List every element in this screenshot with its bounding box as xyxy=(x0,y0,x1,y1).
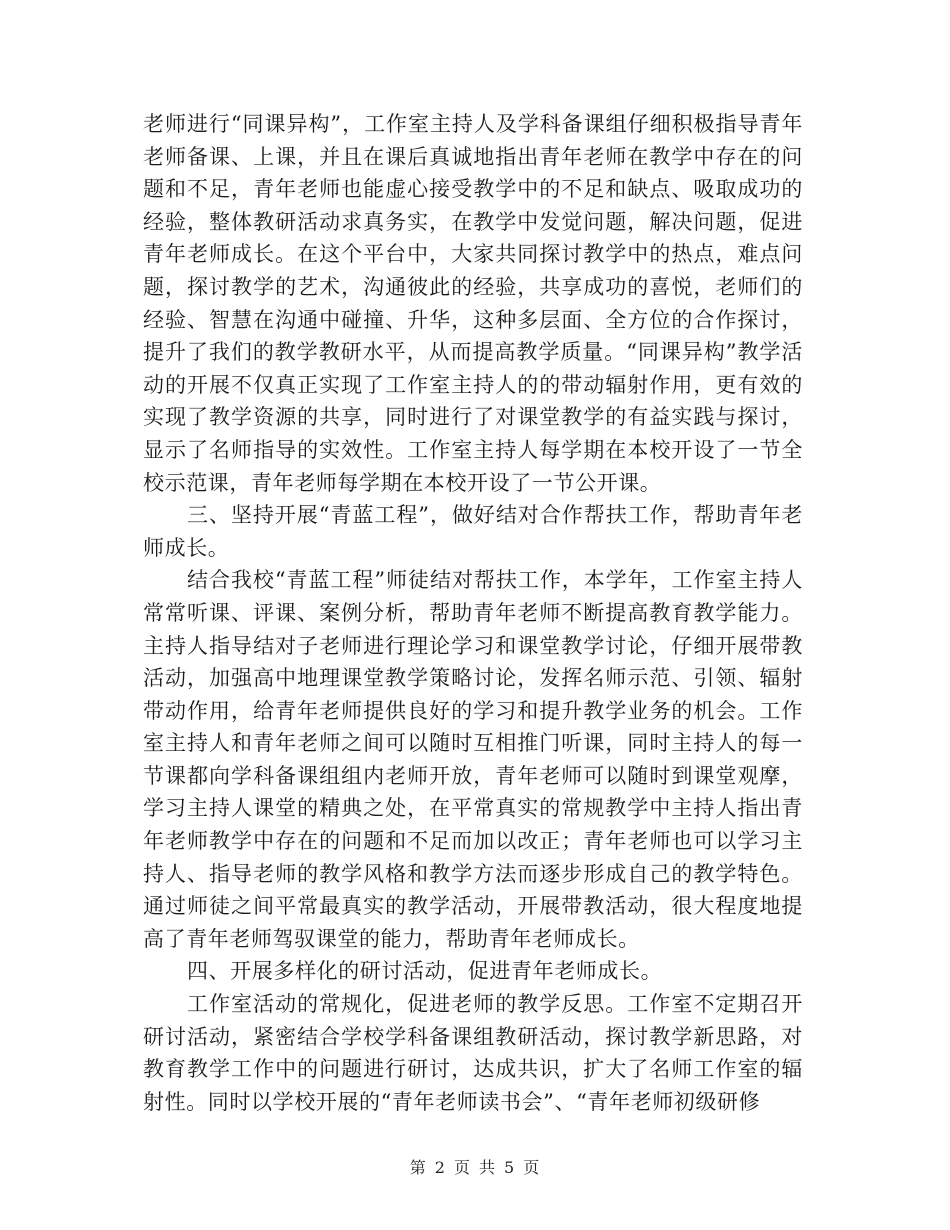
total-pages-number: 5 xyxy=(504,1158,516,1177)
paragraph-continuation: 老师进行“同课异构”，工作室主持人及学科备课组仔细积极指导青年老师备课、上课，并且在课后真诚地指出青年老师在教学中存在的问题和不足，青年老师也能虚心接受教学中的不足和缺点、吸取成功的经验，整体教研活动求真务实，在教学中发觉问题，解决问题，促进青年老师成长。在这个平台中，大家共同探讨教学中的热点，难点问题，探讨教学的艺术，沟通彼此的经验，共享成功的喜悦，老师们的经验、智慧在沟通中碰撞、升华，这种多层面、全方位的合作探讨，提升了我们的教学教研水平，从而提高教学质量。“同课异构”教学活动的开展不仅真正实现了工作室主持人的的带动辐射作用，更有效的实现了教学资源的共享，同时进行了对课堂教学的有益实践与探讨，显示了名师指导的实效性。工作室主持人每学期在本校开设了一节全校示范课，青年老师每学期在本校开设了一节公开课。 xyxy=(143,112,803,495)
footer-page-label: 页 xyxy=(453,1158,471,1177)
document-body xyxy=(143,108,803,1118)
section-heading-3: 三、坚持开展“青蓝工程”，做好结对合作帮扶工作，帮助青年老师成长。 xyxy=(143,503,803,560)
footer-total-label: 共 xyxy=(479,1158,497,1177)
current-page-number: 2 xyxy=(434,1158,446,1177)
paragraph-mentoring: 结合我校“青蓝工程”师徒结对帮扶工作，本学年，工作室主持人常常听课、评课、案例分析，帮助青年老师不断提高教育教学能力。主持人指导结对子老师进行理论学习和课堂教学讨论，仔细开展带教活动，加强高中地理课堂教学策略讨论，发挥名师示范、引领、辐射带动作用，给青年老师提供良好的学习和提升教学业务的机会。工作室主持人和青年老师之间可以随时互相推门听课，同时主持人的每一节课都向学科备课组组内老师开放，青年老师可以随时到课堂观摩，学习主持人课堂的精典之处，在平常真实的常规教学中主持人指出青年老师教学中存在的问题和不足而加以改正；青年老师也可以学习主持人、指导老师的教学风格和教学方法而逐步形成自己的教学特色。通过师徒之间平常最真实的教学活动，开展带教活动，很大程度地提高了青年老师驾驭课堂的能力，帮助青年老师成长。 xyxy=(143,568,803,951)
section-heading-4: 四、开展多样化的研讨活动，促进青年老师成长。 xyxy=(187,959,663,984)
page-footer xyxy=(0,1155,950,1178)
paragraph-seminars: 工作室活动的常规化，促进老师的教学反思。工作室不定期召开研讨活动，紧密结合学校学科备课组教研活动，探讨教学新思路，对教育教学工作中的问题进行研讨，达成共识，扩大了名师工作室的辐射性。同时以学校开展的“青年老师读书会”、“青年老师初级研修 xyxy=(143,992,803,1114)
footer-prefix: 第 xyxy=(409,1158,427,1177)
footer-suffix: 页 xyxy=(523,1158,541,1177)
